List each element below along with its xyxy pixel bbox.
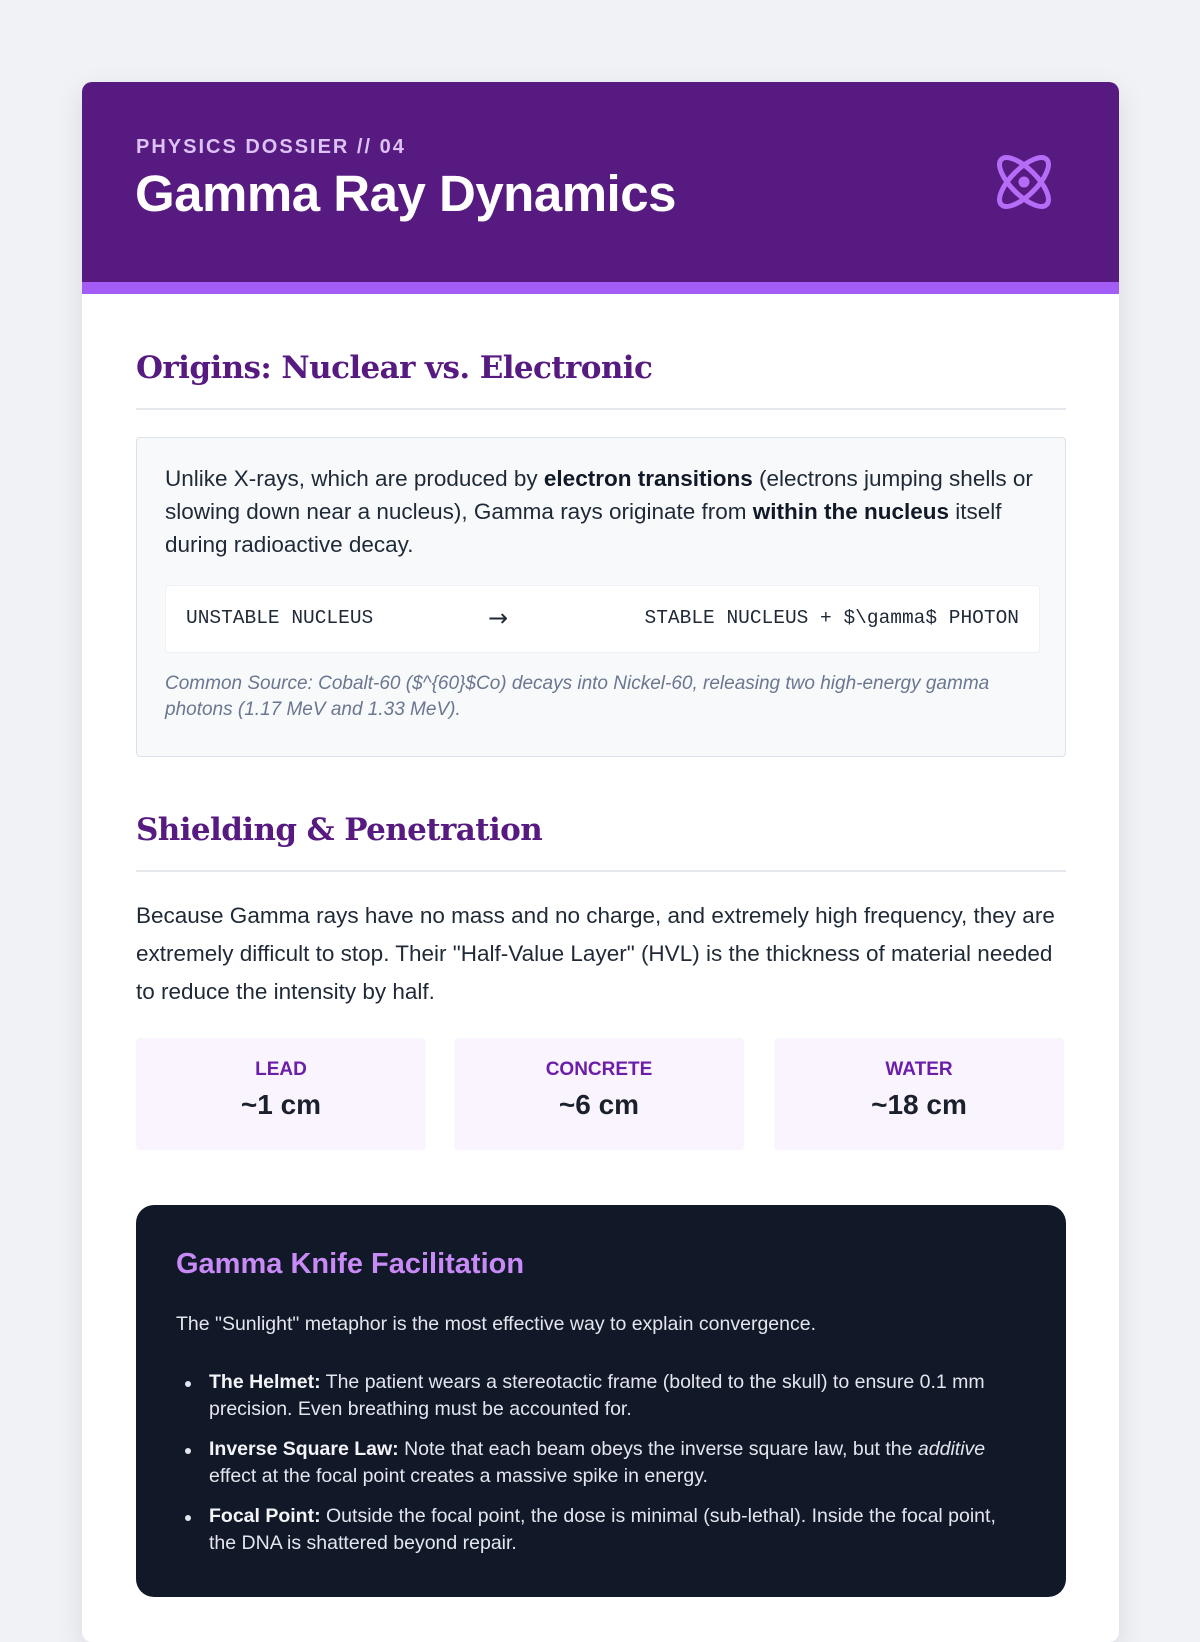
list-item-label: Inverse Square Law:	[209, 1438, 399, 1460]
hvl-value: ~6 cm	[558, 1089, 640, 1120]
hvl-value: ~1 cm	[240, 1089, 322, 1120]
source-note: Common Source: Cobalt-60 ($^{60}$Co) decays into Nickel-60, releasing two high-energy gamma photons (1.17 MeV and 1.33 MeV).	[165, 673, 990, 720]
list-item	[176, 1436, 1016, 1490]
origin-callout	[136, 437, 1066, 757]
reaction-from: UNSTABLE NUCLEUS	[186, 607, 374, 629]
list-item-text: The patient wears a stereotactic frame (bolted to the skull) to ensure 0.1 mm precision. Even breathing must be accounted for.	[209, 1371, 985, 1420]
gamma-knife-title: Gamma Knife Facilitation	[176, 1248, 525, 1280]
list-item-text: Outside the focal point, the dose is minimal (sub-lethal). Inside the focal point, the DNA is shattered beyond repair.	[209, 1505, 996, 1554]
origin-text-1: Unlike X-rays, which are produced by	[165, 466, 544, 491]
gamma-knife-list	[176, 1369, 1016, 1570]
header-kicker: PHYSICS DOSSIER // 04	[136, 136, 406, 158]
gamma-knife-panel	[136, 1205, 1066, 1597]
list-item-label: Focal Point:	[209, 1505, 321, 1527]
arrow-right-icon: →	[488, 604, 509, 632]
list-item-text: effect at the focal point creates a massive spike in energy.	[209, 1465, 708, 1487]
section-title-shielding: Shielding & Penetration	[136, 812, 543, 848]
hvl-card-water	[774, 1038, 1064, 1150]
hvl-card-concrete	[454, 1038, 744, 1150]
list-item	[176, 1503, 1016, 1557]
header	[82, 82, 1119, 282]
list-item-label: The Helmet:	[209, 1371, 321, 1393]
hvl-card-lead	[136, 1038, 426, 1150]
hvl-material: CONCRETE	[545, 1059, 653, 1080]
origin-paragraph	[165, 462, 1045, 561]
decay-equation	[165, 585, 1040, 653]
origin-bold-1: electron transitions	[543, 466, 753, 491]
origin-text-3: itself during radioactive decay.	[165, 499, 1002, 557]
list-item	[176, 1369, 1016, 1423]
origin-text-2: (electrons jumping shells or slowing down near a nucleus), Gamma rays originate from	[165, 466, 1033, 524]
header-accent-bar	[82, 282, 1119, 294]
hvl-material: LEAD	[255, 1059, 307, 1080]
section-divider	[136, 408, 1066, 410]
gamma-knife-intro: The "Sunlight" metaphor is the most effective way to explain convergence.	[176, 1313, 816, 1335]
shielding-paragraph: Because Gamma rays have no mass and no charge, and extremely high frequency, they are extremely difficult to stop. Their "Half-Value Layer" (HVL) is the thickness of material needed to reduce the intensity by half.	[136, 903, 1055, 1004]
origin-bold-2: within the nucleus	[752, 499, 950, 524]
dossier-card	[82, 82, 1119, 1642]
page-title: Gamma Ray Dynamics	[135, 165, 676, 222]
section-divider	[136, 870, 1066, 872]
section-title-origins: Origins: Nuclear vs. Electronic	[136, 350, 653, 386]
bullet-icon	[185, 1381, 191, 1387]
list-item-emphasis: additive	[917, 1438, 986, 1460]
bullet-icon	[185, 1448, 191, 1454]
bullet-icon	[185, 1515, 191, 1521]
atom-icon	[988, 146, 1060, 218]
reaction-to: STABLE NUCLEUS + $\gamma$ PHOTON	[644, 607, 1019, 629]
hvl-value: ~18 cm	[871, 1089, 967, 1120]
list-item-text: Note that each beam obeys the inverse square law, but the	[398, 1438, 918, 1460]
hvl-material: WATER	[885, 1059, 953, 1080]
